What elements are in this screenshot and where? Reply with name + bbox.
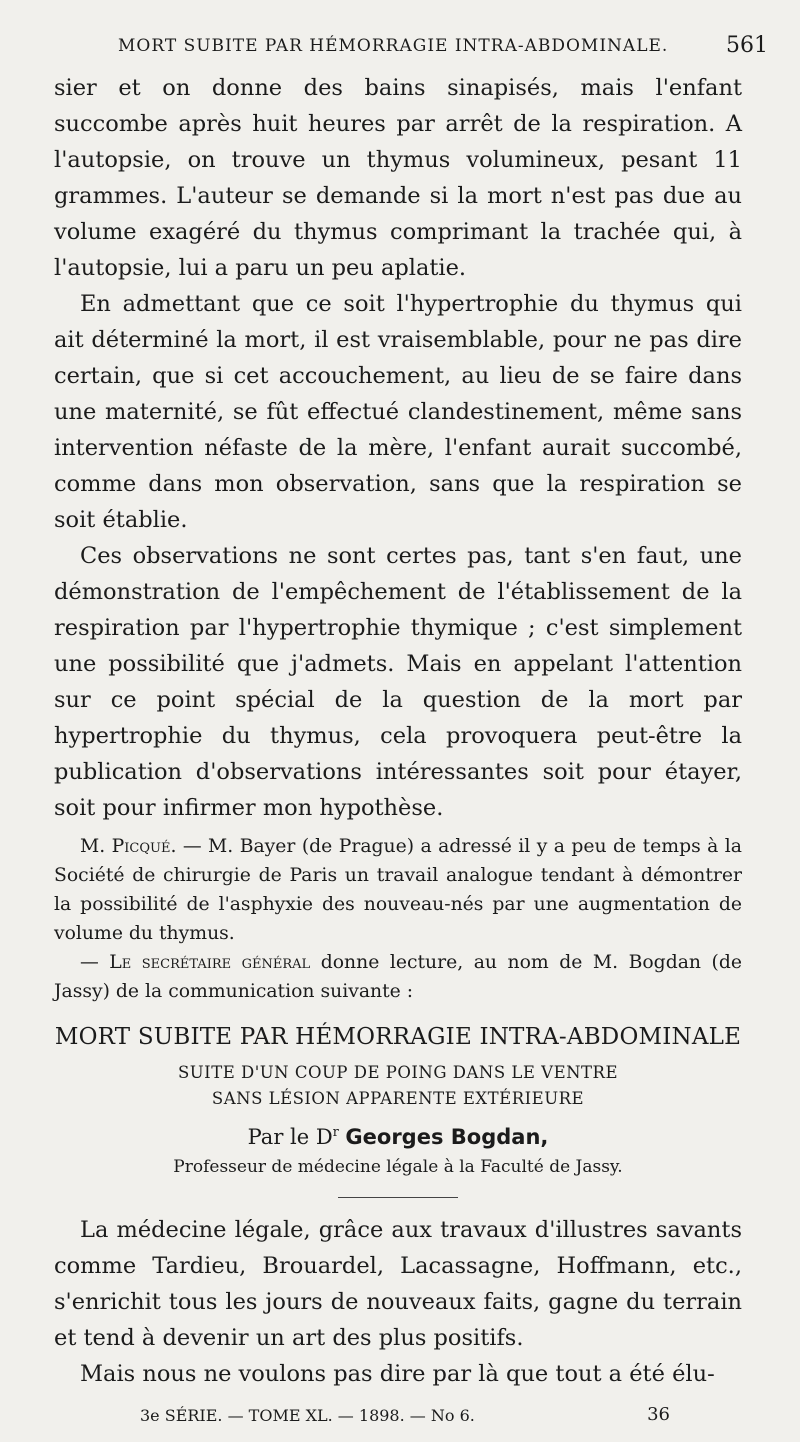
article-paragraph-2: Mais nous ne voulons pas dire par là que tout a été élu-	[80, 1361, 715, 1387]
article-title: MORT SUBITE PAR HÉMORRAGIE INTRA-ABDOMINALE	[54, 1024, 742, 1050]
paragraph-observations: Ces observations ne sont certes pas, tant s'en faut, une démonstration de l'empêchement de l'établissement de la respiration par l'hypertrophie thymique ; c'est simplement une possibilité que j'admets. Mais en appelant l'attention sur ce point spécial de la question de la mort par hypertrophie du thymus, cela provoquera peut-être la publication d'observations intéressantes soit pour étayer, soit pour infirmer mon hypothèse.	[54, 543, 742, 821]
discussion-secretary	[54, 948, 742, 1006]
article-subtitle-2: SANS LÉSION APPARENTE EXTÉRIEURE	[211, 1089, 585, 1108]
discussion-block	[54, 832, 742, 1006]
page-footer	[140, 1406, 670, 1425]
section-divider	[338, 1197, 458, 1198]
discussion-secretary-text: donne lecture, au nom de M. Bogdan (de Jassy) de la communication suivante :	[54, 952, 742, 1002]
author-name: Georges Bogdan,	[345, 1125, 549, 1149]
article-author	[54, 1116, 742, 1153]
discussion-picque-text: — M. Bayer (de Prague) a adressé il y a peu de temps à la Société de chirurgie de Paris un travail analogue tendant à démontrer la possibilité de l'asphyxie des nouveau-nés par une augmentation de volume du thymus.	[54, 836, 742, 944]
discussion-picque	[54, 832, 742, 948]
author-prefix: Par le D	[247, 1125, 333, 1149]
paragraph-hypertrophy: En admettant que ce soit l'hypertrophie du thymus qui ait déterminé la mort, il est vraisemblable, pour ne pas dire certain, que si cet accouchement, au lieu de se faire dans une maternité, se fût effectué clandestinement, même sans intervention néfaste de la mère, l'enfant aurait succombé, comme dans mon observation, sans que la respiration se soit établie.	[54, 291, 742, 533]
speaker-picque: M. Picqué.	[80, 836, 177, 857]
article-subtitle-1: SUITE D'UN COUP DE POING DANS LE VENTRE	[177, 1063, 619, 1082]
page-number: 561	[726, 33, 768, 58]
article-paragraph-1: La médecine légale, grâce aux travaux d'illustres savants comme Tardieu, Brouardel, Lacassagne, Hoffmann, etc., s'enrichit tous les jours de nouveaux faits, gagne du terrain et tend à devenir un art des plus positifs.	[54, 1217, 742, 1351]
page-body	[54, 70, 742, 1392]
speaker-secretary: — Le secrétaire général	[80, 952, 311, 973]
author-affiliation: Professeur de médecine légale à la Faculté de Jassy.	[173, 1157, 623, 1177]
footer-series: 3e SÉRIE. — TOME XL. — 1898. — No 6.	[140, 1406, 475, 1425]
running-head-title: MORT SUBITE PAR HÉMORRAGIE INTRA-ABDOMINALE.	[118, 36, 669, 56]
signature-mark: 36	[647, 1404, 670, 1425]
paragraph-continuation: sier et on donne des bains sinapisés, mais l'enfant succombe après huit heures par arrêt de la respiration. A l'autopsie, on trouve un thymus volumineux, pesant 11 grammes. L'auteur se demande si la mort n'est pas due au volume exagéré du thymus comprimant la trachée qui, à l'autopsie, lui a paru un peu aplatie.	[54, 75, 742, 281]
author-sup: r	[332, 1124, 339, 1139]
running-head	[118, 33, 768, 58]
